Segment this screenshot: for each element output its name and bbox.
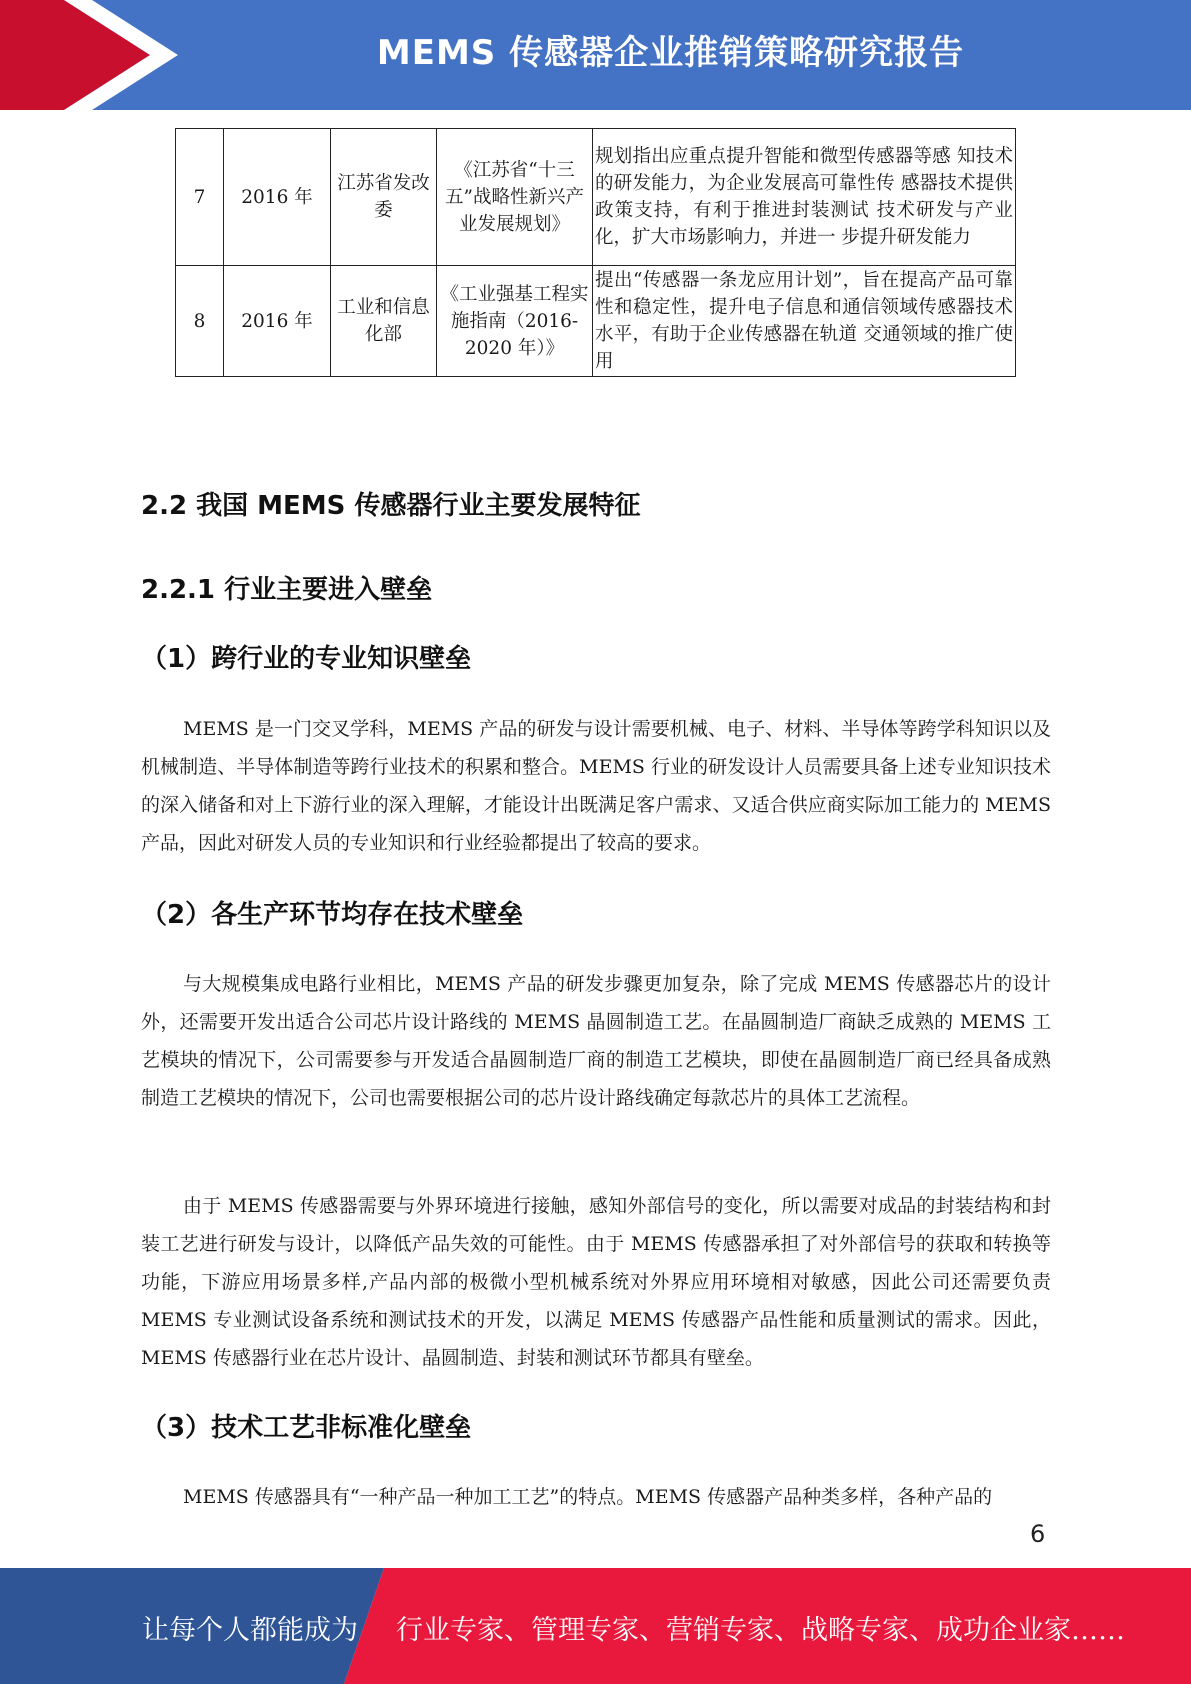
paragraph-1: MEMS 是一门交叉学科，MEMS 产品的研发与设计需要机械、电子、材料、半导体等跨学科知识以及机械制造、半导体制造等跨行业技术的积累和整合。MEMS 行业的研发设计人员需要具备上述专业知识技术的深入储备和对上下游行业的深入理解，才能设计出既满足客户需求、又适合供应商实际加工能力的 MEMS 产品，因此对研发人员的专业知识和行业经验都提出了较高的要求。 [141,718,1051,854]
barrier-heading-2: （2）各生产环节均存在技术壁垒 [141,900,524,930]
row-document: 《工业强基工程实施指南（2016-2020 年）》 [437,266,593,377]
footer-slogan-left: 让每个人都能成为 [142,1615,358,1646]
barrier-heading-3: （3）技术工艺非标准化壁垒 [141,1413,472,1443]
footer-slogan-right: 行业专家、管理专家、营销专家、战略专家、成功企业家…… [396,1615,1125,1646]
paragraph-2: 与大规模集成电路行业相比，MEMS 产品的研发步骤更加复杂，除了完成 MEMS 传感器芯片的设计外，还需要开发出适合公司芯片设计路线的 MEMS 晶圆制造工艺。在晶圆制造厂商缺乏成熟的 MEMS 工艺模块的情况下，公司需要参与开发适合晶圆制造厂商的制造工艺模块，即使在晶圆制造厂商已经具备成熟制造工艺模块的情况下，公司也需要根据公司的芯片设计路线确定每款芯片的具体工艺流程。 [141,973,1051,1109]
paragraph-3: 由于 MEMS 传感器需要与外界环境进行接触，感知外部信号的变化，所以需要对成品的封装结构和封装工艺进行研发与设计，以降低产品失效的可能性。由于 MEMS 传感器承担了对外部信号的获取和转换等功能，下游应用场景多样,产品内部的极微小型机械系统对外界应用环境相对敏感，因此公司还需要负责 MEMS 专业测试设备系统和测试技术的开发，以满足 MEMS 传感器产品性能和质量测试的需求。因此，MEMS 传感器行业在芯片设计、晶圆制造、封装和测试环节都具有壁垒。 [141,1195,1051,1369]
section-heading: 2.2 我国 MEMS 传感器行业主要发展特征 [141,491,641,521]
row-description: 提出“传感器一条龙应用计划”，旨在提高产品可靠性和稳定性，提升电子信息和通信领域传感器技术水平，有助于企业传感器在轨道 交通领域的推广使用 [593,266,1016,377]
row-department: 江苏省发改委 [331,129,437,266]
report-title: MEMS 传感器企业推销策略研究报告 [376,33,965,73]
row-year: 2016 年 [224,129,331,266]
barrier-heading-1: （1）跨行业的专业知识壁垒 [141,644,472,674]
footer-banner [0,1568,1191,1684]
paragraph-4: MEMS 传感器具有“一种产品一种加工工艺”的特点。MEMS 传感器产品种类多样，各种产品的 [183,1486,993,1508]
table-row [176,129,1016,266]
row-department: 工业和信息化部 [331,266,437,377]
table-row [176,266,1016,377]
row-description: 规划指出应重点提升智能和微型传感器等感 知技术的研发能力，为企业发展高可靠性传 感器技术提供政策支持，有利于推进封装测试 技术研发与产业化，扩大市场影响力，并进一 步提升研发能力 [593,129,1016,266]
subsection-heading: 2.2.1 行业主要进入壁垒 [141,575,433,605]
row-document: 《江苏省“十三五”战略性新兴产业发展规划》 [437,129,593,266]
page-number: 6 [1030,1520,1046,1548]
row-number: 7 [176,129,224,266]
row-year: 2016 年 [224,266,331,377]
row-number: 8 [176,266,224,377]
header-banner [0,0,1191,110]
policy-table [175,128,1016,377]
